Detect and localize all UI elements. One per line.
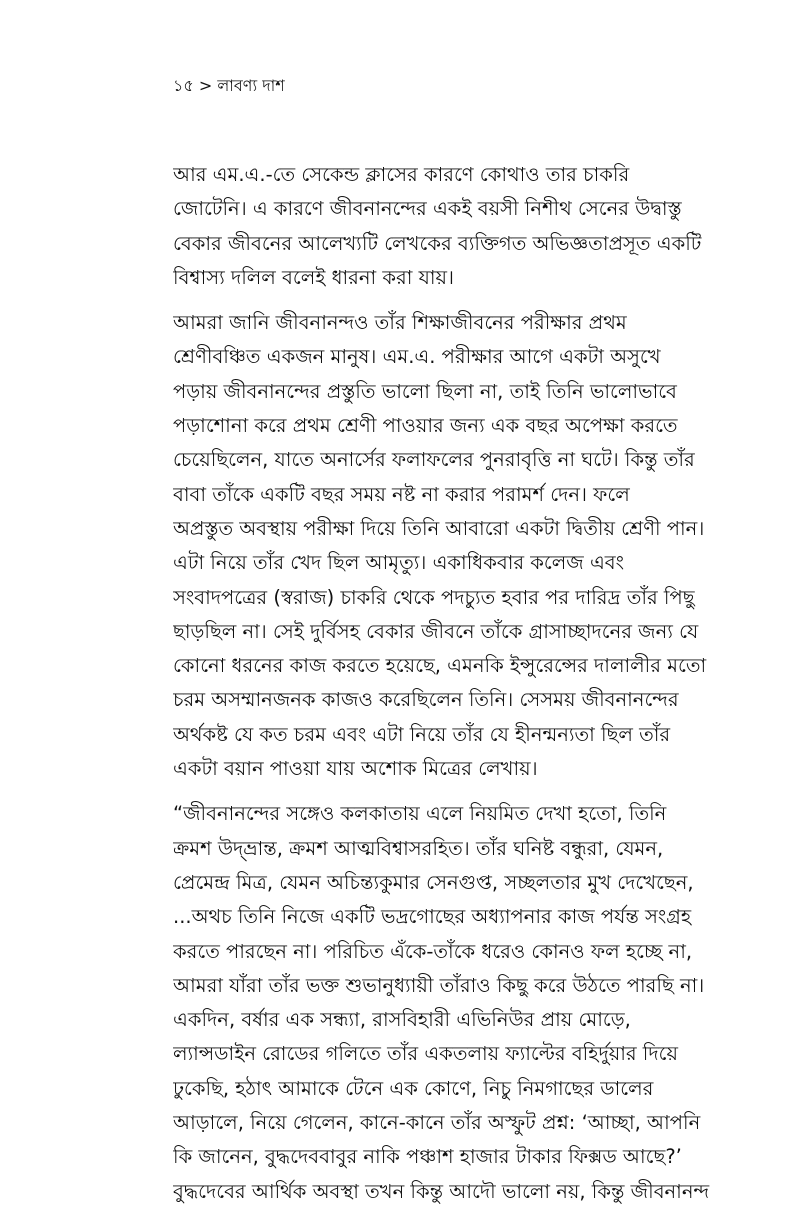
text-line: কোনো ধরনের কাজ করতে হয়েছে, এমনকি ইন্সুরেন্সের দালালীর মতো	[173, 654, 707, 678]
text-line: করতে পারছেন না। পরিচিত এঁকে-তাঁকে ধরেও কোনও ফল হচ্ছে না,	[173, 939, 693, 963]
paragraph-3-quotation	[173, 797, 733, 1209]
text-line: এটা নিয়ে তাঁর খেদ ছিল আমৃত্যু। একাধিকবার কলেজ এবং	[173, 551, 625, 575]
text-line: আড়ালে, নিয়ে গেলেন, কানে-কানে তাঁর অস্ফুট প্রশ্ন: ‘আচ্ছা, আপনি	[173, 1111, 701, 1135]
text-line: আমরা যাঁরা তাঁর ভক্ত শুভানুধ্যায়ী তাঁরাও কিছু করে উঠতে পারছি না।	[173, 973, 705, 997]
text-line: ক্রমশ উদ্‌ভ্রান্ত, ক্রমশ আত্মবিশ্বাসরহিত। তাঁর ঘনিষ্ট বন্ধুরা, যেমন,	[173, 836, 664, 860]
text-line: পড়ায় জীবনানন্দের প্রস্তুতি ভালো ছিলা না, তাই তিনি ভালোভাবে	[173, 379, 677, 403]
text-line: বাবা তাঁকে একটি বছর সময় নষ্ট না করার পরামর্শ দেন। ফলে	[173, 482, 630, 506]
text-line: শ্রেণীবঞ্চিত একজন মানুষ। এম.এ. পরীক্ষার আগে একটা অসুখে	[173, 345, 661, 369]
text-line: চরম অসম্মানজনক কাজও করেছিলেন তিনি। সেসময় জীবনানন্দের	[173, 688, 679, 712]
text-line: পড়াশোনা করে প্রথম শ্রেণী পাওয়ার জন্য এক বছর অপেক্ষা করতে	[173, 414, 678, 438]
text-line: একটা বয়ান পাওয়া যায় অশোক মিত্রের লেখায়।	[173, 757, 538, 781]
text-line: “জীবনানন্দের সঙ্গেও কলকাতায় এলে নিয়মিত দেখা হতো, তিনি	[173, 802, 667, 826]
text-line: ...অথচ তিনি নিজে একটি ভদ্রগোছের অধ্যাপনার কাজ পর্যন্ত সংগ্রহ	[173, 905, 692, 929]
body-text	[173, 158, 733, 1220]
running-head: ১৫ > লাবণ্য দাশ	[173, 76, 285, 95]
text-line: কি জানেন, বুদ্ধদেববাবুর নাকি পঞ্চাশ হাজার টাকার ফিক্সড আছে?’	[173, 1145, 682, 1169]
text-line: ছাড়ছিল না। সেই দুর্বিসহ বেকার জীবনে তাঁকে গ্রাসাচ্ছাদনের জন্য যে	[173, 619, 699, 643]
text-line: অপ্রস্তুত অবস্থায় পরীক্ষা দিয়ে তিনি আবারো একটা দ্বিতীয় শ্রেণী পান।	[173, 516, 705, 540]
text-line: বেকার জীবনের আলেখ্যটি লেখকের ব্যক্তিগত অভিজ্ঞতাপ্রসূত একটি	[173, 231, 702, 255]
paragraph-2	[173, 306, 733, 786]
text-line: জোটেনি। এ কারণে জীবনানন্দের একই বয়সী নিশীথ সেনের উদ্বাস্তু	[173, 197, 682, 221]
text-line: ঢুকেছি, হঠাৎ আমাকে টেনে এক কোণে, নিচু নিমগাছের ডালের	[173, 1076, 654, 1100]
paragraph-1	[173, 158, 733, 295]
text-line: আর এম.এ.-তে সেকেন্ড ক্লাসের কারণে কোথাও তার চাকরি	[173, 163, 630, 186]
text-line: সংবাদপত্রের (স্বরাজ) চাকরি থেকে পদচ্যুত হবার পর দারিদ্র তাঁর পিছু	[173, 585, 695, 609]
text-line: বুদ্ধদেবের আর্থিক অবস্থা তখন কিন্তু আদৌ ভালো নয়, কিন্তু জীবনানন্দ	[173, 1179, 710, 1203]
text-line: চেয়েছিলেন, যাতে অনার্সের ফলাফলের পুনরাবৃত্তি না ঘটে। কিন্তু তাঁর	[173, 448, 695, 472]
text-line: অর্থকষ্ট যে কত চরম এবং এটা নিয়ে তাঁর যে হীনন্মন্যতা ছিল তাঁর	[173, 722, 671, 746]
text-line: একদিন, বর্ষার এক সন্ধ্যা, রাসবিহারী এভিনিউর প্রায় মোড়ে,	[173, 1008, 631, 1032]
text-line: আমরা জানি জীবনানন্দও তাঁর শিক্ষাজীবনের পরীক্ষার প্রথম	[173, 311, 627, 335]
text-line: বিশ্বাস্য দলিল বলেই ধারনা করা যায়।	[173, 265, 454, 289]
text-line: প্রেমেন্দ্র মিত্র, যেমন অচিন্ত্যকুমার সেনগুপ্ত, সচ্ছলতার মুখ দেখেছেন,	[173, 870, 694, 894]
text-line: ল্যান্সডাইন রোডের গলিতে তাঁর একতলায় ফ্যাল্টের বহির্দুয়ার দিয়ে	[173, 1042, 678, 1066]
